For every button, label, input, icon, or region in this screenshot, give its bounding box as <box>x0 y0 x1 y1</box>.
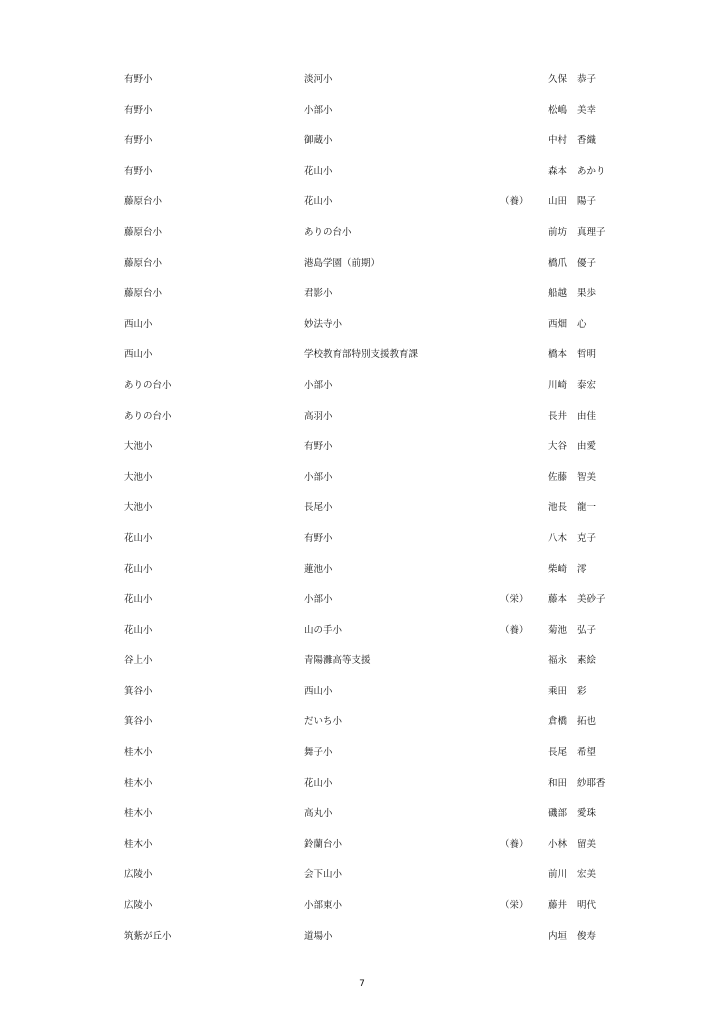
family-name: 大谷 <box>548 441 568 453</box>
from-school: 花山小 <box>124 563 153 575</box>
roster-row <box>0 67 724 98</box>
roster-row <box>0 159 724 190</box>
to-school: 青陽灘高等支援 <box>304 655 371 667</box>
to-school: 有野小 <box>304 441 333 453</box>
from-school: 西山小 <box>124 349 153 361</box>
family-name: 橋爪 <box>548 257 568 269</box>
family-name: 内垣 <box>548 930 568 942</box>
to-school: 小部小 <box>304 471 333 483</box>
roster-row <box>0 557 724 588</box>
given-name: 彩 <box>577 685 587 697</box>
given-name: 果歩 <box>577 288 597 300</box>
from-school: ありの台小 <box>124 410 172 422</box>
roster-row <box>0 832 724 863</box>
given-name: 優子 <box>577 257 597 269</box>
to-school: 港島学園（前期） <box>304 257 381 269</box>
from-school: 有野小 <box>124 165 153 177</box>
given-name: 泰宏 <box>577 379 597 391</box>
to-school: 会下山小 <box>304 869 343 881</box>
family-name: 藤井 <box>548 900 568 912</box>
from-school: 藤原台小 <box>124 226 163 238</box>
from-school: 桂木小 <box>124 777 153 789</box>
roster-row <box>0 709 724 740</box>
from-school: 大池小 <box>124 471 153 483</box>
staff-type: （養） <box>500 196 529 208</box>
to-school: 小部小 <box>304 379 333 391</box>
given-name: 克子 <box>577 532 597 544</box>
given-name: 智美 <box>577 471 597 483</box>
to-school: 小部小 <box>304 594 333 606</box>
roster-row <box>0 801 724 832</box>
roster-row <box>0 648 724 679</box>
given-name: 由愛 <box>577 441 597 453</box>
given-name: 素絵 <box>577 655 597 667</box>
to-school: 君影小 <box>304 288 333 300</box>
staff-type: （栄） <box>500 900 529 912</box>
given-name: 拓也 <box>577 716 597 728</box>
family-name: 長尾 <box>548 747 568 759</box>
to-school: 舞子小 <box>304 747 333 759</box>
from-school: 広陵小 <box>124 869 153 881</box>
given-name: 美幸 <box>577 104 597 116</box>
to-school: 蓮池小 <box>304 563 333 575</box>
family-name: 池長 <box>548 502 568 514</box>
from-school: 有野小 <box>124 74 153 85</box>
to-school: 学校教育部特別支援教育課 <box>304 349 419 361</box>
given-name: 由佳 <box>577 410 597 422</box>
to-school: 長尾小 <box>304 502 333 514</box>
to-school: 高丸小 <box>304 808 333 820</box>
family-name: 久保 <box>548 74 568 85</box>
from-school: 桂木小 <box>124 747 153 759</box>
to-school: 鈴蘭台小 <box>304 838 343 850</box>
given-name: 愛珠 <box>577 808 597 820</box>
given-name: 紗耶香 <box>577 777 606 789</box>
roster-row <box>0 740 724 771</box>
roster-row <box>0 771 724 802</box>
to-school: 高羽小 <box>304 410 333 422</box>
family-name: 川崎 <box>548 379 568 391</box>
family-name: 菊池 <box>548 624 568 636</box>
from-school: 有野小 <box>124 135 153 147</box>
family-name: 前川 <box>548 869 568 881</box>
to-school: 小部東小 <box>304 900 343 912</box>
to-school: 御蔵小 <box>304 135 333 147</box>
given-name: 香織 <box>577 135 597 147</box>
family-name: 松嶋 <box>548 104 568 116</box>
roster-row <box>0 373 724 404</box>
roster-row <box>0 128 724 159</box>
roster-row <box>0 465 724 496</box>
roster-row <box>0 220 724 251</box>
family-name: 森本 <box>548 165 568 177</box>
family-name: 藤本 <box>548 594 568 606</box>
given-name: 留美 <box>577 838 597 850</box>
roster-row <box>0 526 724 557</box>
given-name: 美砂子 <box>577 594 606 606</box>
from-school: 藤原台小 <box>124 196 163 208</box>
given-name: 龍一 <box>577 502 597 514</box>
from-school: 谷上小 <box>124 655 153 667</box>
from-school: 筑紫が丘小 <box>124 930 172 942</box>
family-name: 乘田 <box>548 685 568 697</box>
given-name: あかり <box>577 165 606 177</box>
roster-row <box>0 312 724 343</box>
to-school: 有野小 <box>304 532 333 544</box>
from-school: 大池小 <box>124 441 153 453</box>
to-school: 妙法寺小 <box>304 318 343 330</box>
page-number: 7 <box>359 979 365 989</box>
roster-row <box>0 495 724 526</box>
to-school: 道場小 <box>304 930 333 942</box>
given-name: 哲明 <box>577 349 597 361</box>
roster-row <box>0 189 724 220</box>
given-name: 宏美 <box>577 869 597 881</box>
from-school: 花山小 <box>124 624 153 636</box>
from-school: 有野小 <box>124 104 153 116</box>
from-school: 桂木小 <box>124 838 153 850</box>
from-school: 箕谷小 <box>124 685 153 697</box>
given-name: 心 <box>577 318 587 330</box>
from-school: 桂木小 <box>124 808 153 820</box>
given-name: 澪 <box>577 563 587 575</box>
from-school: 藤原台小 <box>124 257 163 269</box>
given-name: 恭子 <box>577 74 597 85</box>
roster-row <box>0 281 724 312</box>
family-name: 福永 <box>548 655 568 667</box>
family-name: 柴崎 <box>548 563 568 575</box>
family-name: 船越 <box>548 288 568 300</box>
given-name: 真理子 <box>577 226 606 238</box>
from-school: 西山小 <box>124 318 153 330</box>
to-school: 花山小 <box>304 196 333 208</box>
family-name: 佐藤 <box>548 471 568 483</box>
to-school: ありの台小 <box>304 226 352 238</box>
family-name: 磯部 <box>548 808 568 820</box>
given-name: 希望 <box>577 747 597 759</box>
roster-row <box>0 251 724 282</box>
staff-type: （養） <box>500 624 529 636</box>
from-school: 藤原台小 <box>124 288 163 300</box>
roster-row <box>0 924 724 955</box>
family-name: 橋本 <box>548 349 568 361</box>
given-name: 弘子 <box>577 624 597 636</box>
roster-row <box>0 679 724 710</box>
family-name: 中村 <box>548 135 568 147</box>
from-school: 花山小 <box>124 532 153 544</box>
transfer-roster <box>0 67 724 954</box>
family-name: 前坊 <box>548 226 568 238</box>
family-name: 倉橋 <box>548 716 568 728</box>
from-school: ありの台小 <box>124 379 172 391</box>
roster-row <box>0 404 724 435</box>
to-school: だいち小 <box>304 716 343 728</box>
roster-row <box>0 342 724 373</box>
roster-row <box>0 893 724 924</box>
from-school: 箕谷小 <box>124 716 153 728</box>
roster-row <box>0 587 724 618</box>
family-name: 和田 <box>548 777 568 789</box>
to-school: 山の手小 <box>304 624 343 636</box>
staff-type: （養） <box>500 838 529 850</box>
given-name: 陽子 <box>577 196 597 208</box>
family-name: 小林 <box>548 838 568 850</box>
given-name: 俊寿 <box>577 930 597 942</box>
to-school: 花山小 <box>304 777 333 789</box>
family-name: 八木 <box>548 532 568 544</box>
from-school: 花山小 <box>124 594 153 606</box>
to-school: 小部小 <box>304 104 333 116</box>
from-school: 大池小 <box>124 502 153 514</box>
to-school: 花山小 <box>304 165 333 177</box>
to-school: 西山小 <box>304 685 333 697</box>
roster-row <box>0 98 724 129</box>
family-name: 西畑 <box>548 318 568 330</box>
given-name: 明代 <box>577 900 597 912</box>
roster-row <box>0 434 724 465</box>
roster-row <box>0 618 724 649</box>
to-school: 淡河小 <box>304 74 333 85</box>
family-name: 長井 <box>548 410 568 422</box>
roster-row <box>0 862 724 893</box>
family-name: 山田 <box>548 196 568 208</box>
staff-type: （栄） <box>500 594 529 606</box>
from-school: 広陵小 <box>124 900 153 912</box>
